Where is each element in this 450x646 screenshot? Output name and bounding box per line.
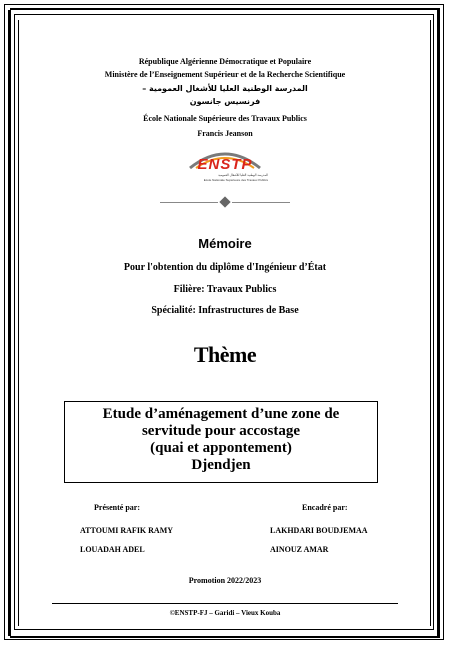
- school-name-line: Francis Jeanson: [197, 129, 253, 138]
- enstp-logo: [182, 146, 268, 186]
- theme-line: Etude d’aménagement d’une zone de: [102, 406, 340, 422]
- supervisor-name: LAKHDARI BOUDJEMAA: [270, 526, 368, 535]
- logo-tagline: Ecole Nationale Supérieure des Travaux Publics: [203, 178, 268, 182]
- presented-by-label: Présenté par:: [94, 503, 140, 512]
- header-divider-left: [160, 202, 218, 203]
- school-line: École Nationale Supérieure des Travaux Publics: [143, 114, 307, 123]
- supervisor-name: AINOUZ AMAR: [270, 545, 329, 554]
- footer-divider: [52, 603, 398, 604]
- top-frame-bar: [10, 8, 440, 10]
- footer-text: ©ENSTP-FJ – Garidi – Vieux Kouba: [169, 609, 281, 617]
- promotion-line: Promotion 2022/2023: [188, 576, 262, 585]
- student-name: LOUADAH ADEL: [80, 545, 145, 554]
- republic-line: République Algérienne Démocratique et Populaire: [138, 57, 312, 66]
- arabic-name-line: فرنسيس جانسون: [189, 97, 261, 106]
- theme-line: servitude pour accostage: [141, 423, 301, 439]
- left-inner-bar: [18, 20, 19, 626]
- bottom-frame-bar: [10, 636, 440, 638]
- logo-text: ENSTP: [197, 156, 253, 173]
- ministry-line: Ministère de l’Enseignement Supérieur et de la Recherche Scientifique: [104, 70, 346, 79]
- supervised-by-label: Encadré par:: [302, 503, 348, 512]
- theme-line: Djendjen: [191, 457, 251, 473]
- theme-line: (quai et appontement): [150, 440, 292, 456]
- theme-heading: Thème: [193, 342, 257, 367]
- filiere-line: Filière: Travaux Publics: [173, 284, 277, 295]
- header-divider-right: [232, 202, 290, 203]
- inner-frame: [14, 14, 434, 630]
- student-name: ATTOUMI RAFIK RAMY: [80, 526, 174, 535]
- theme-box: [64, 401, 378, 483]
- degree-purpose: Pour l'obtention du diplôme d'Ingénieur d’État: [123, 262, 327, 273]
- memoire-title: Mémoire: [198, 236, 252, 251]
- arabic-school-line: المدرسة الوطنية العليا للأشغال العمومية –: [142, 84, 308, 93]
- specialite-line: Spécialité: Infrastructures de Base: [151, 305, 299, 316]
- logo-arabic-tagline: المدرسة الوطنية العليا للأشغال العمومية: [218, 173, 268, 177]
- right-inner-bar: [430, 20, 431, 626]
